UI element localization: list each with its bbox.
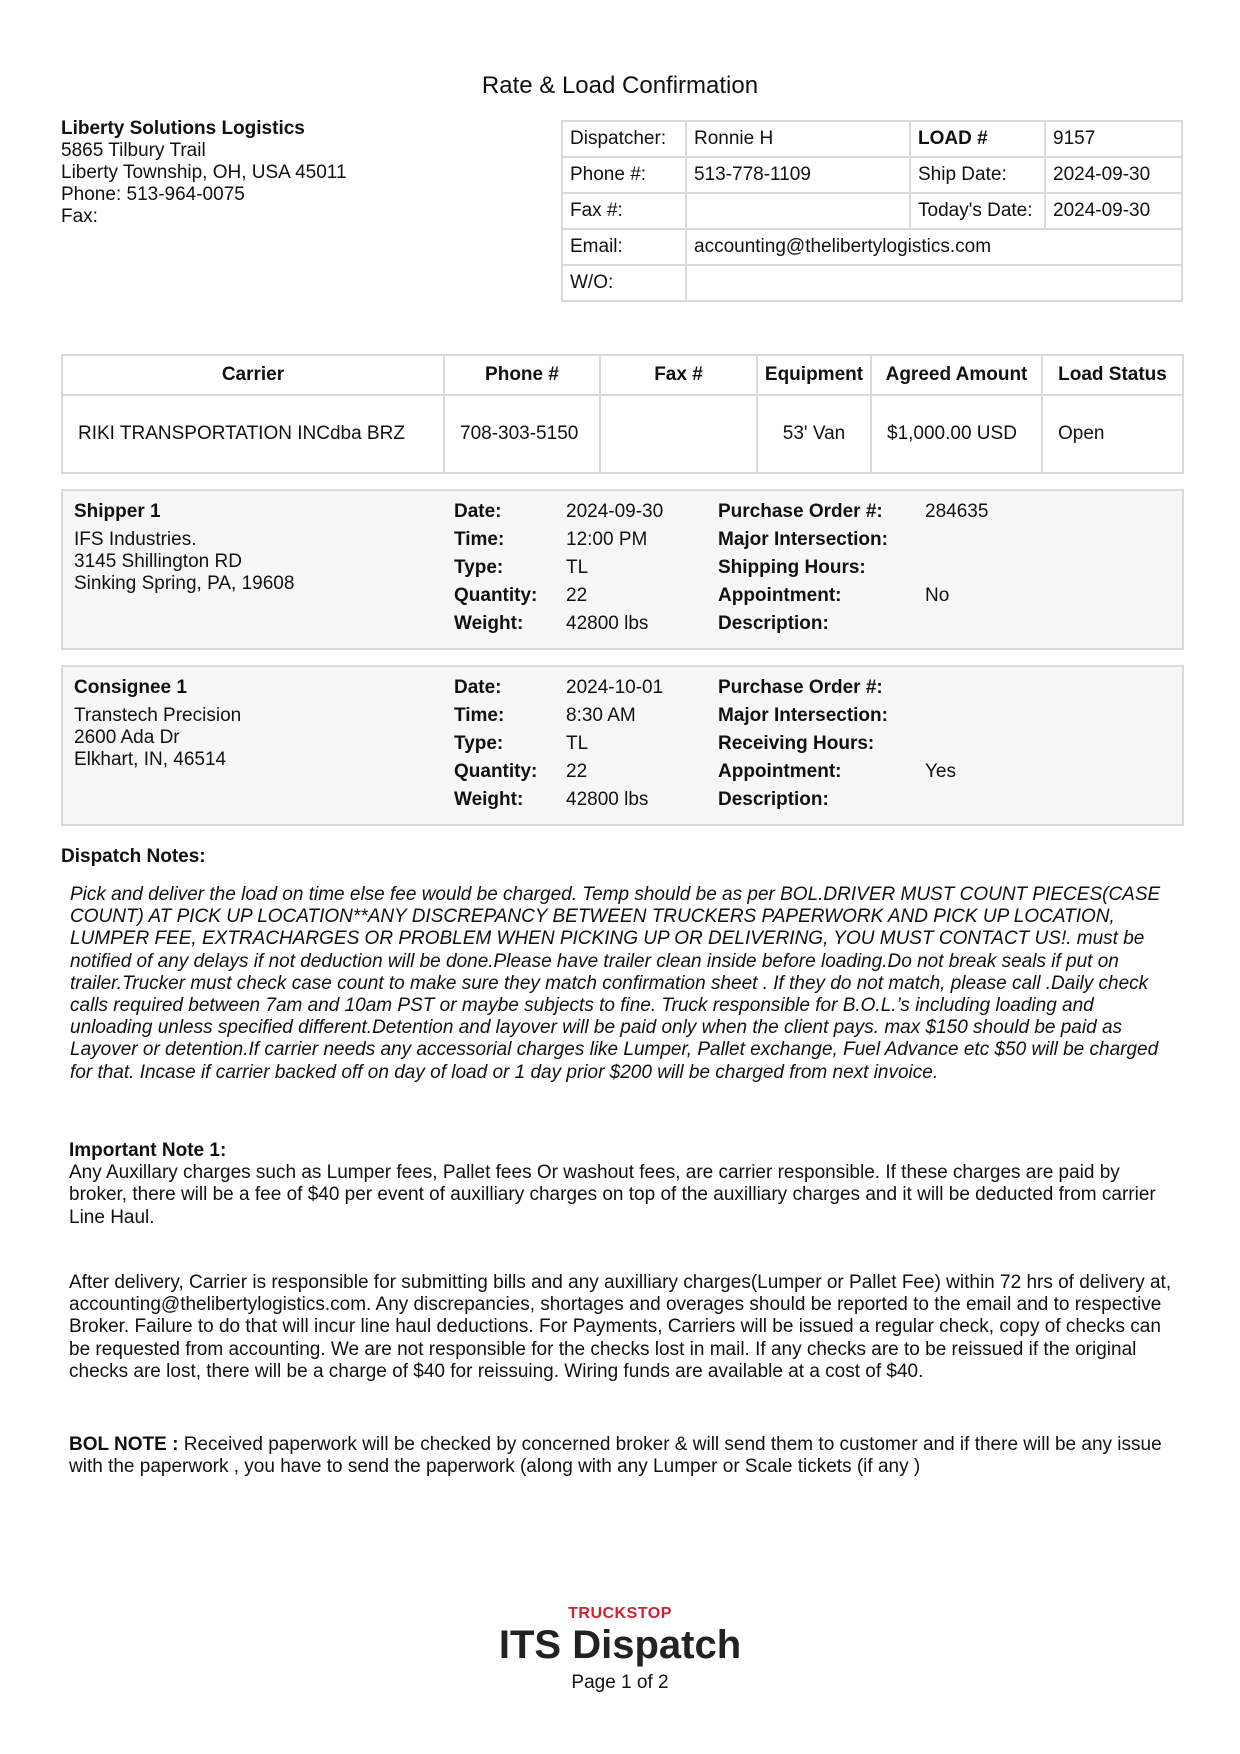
wo-value bbox=[686, 265, 1182, 301]
shipper-date-label: Date: bbox=[454, 501, 502, 522]
column-header-load-status: Load Status bbox=[1042, 355, 1183, 395]
phone-label: Phone #: bbox=[562, 157, 686, 193]
shipper-address-line1: 3145 Shillington RD bbox=[74, 551, 242, 572]
consignee-description-label: Description: bbox=[718, 789, 829, 810]
shipper-address-line2: Sinking Spring, PA, 19608 bbox=[74, 573, 295, 594]
shipper-time-label: Time: bbox=[454, 529, 505, 550]
shipper-po-label: Purchase Order #: bbox=[718, 501, 883, 522]
consignee-address bbox=[74, 677, 241, 771]
consignee-type-label: Type: bbox=[454, 733, 504, 754]
consignee-weight-label: Weight: bbox=[454, 789, 524, 810]
consignee-hours-label: Receiving Hours: bbox=[718, 733, 875, 754]
shipper-hours-label: Shipping Hours: bbox=[718, 557, 866, 578]
bol-note-text: Received paperwork will be checked by concerned broker & will send them to customer and if there will be any issue with the paperwork , you have to send the paperwork (along with any Lumper or Scale tickets (if any ) bbox=[69, 1434, 1162, 1478]
wo-label: W/O: bbox=[562, 265, 686, 301]
consignee-date-label: Date: bbox=[454, 677, 502, 698]
important-note-text: Any Auxillary charges such as Lumper fees, Pallet fees Or washout fees, are carrier responsible. If these charges are paid by broker, there will be a fee of $40 per event of auxilliary charges on top of the auxilliary charges and it will be deducted from carrier Line Haul. bbox=[69, 1162, 1156, 1228]
consignee-appointment-value: Yes bbox=[925, 761, 956, 782]
after-delivery-text: After delivery, Carrier is responsible for submitting bills and any auxilliary charges(Lumper or Pallet Fee) within 72 hrs of delivery at, accounting@thelibertylogistics.com. Any discrepancies, shortages and overages should be reported to the email and to respective Broker. Failure to do that will incur line haul deductions. For Payments, Carriers will be issued a regular check, copy of checks can be requested from accounting. We are not responsible for the checks lost in mail. If any checks are to be reissued if the original checks are lost, there will be a charge of $40 for reissuing. Wiring funds are available at a cost of $40. bbox=[69, 1272, 1172, 1382]
carrier-phone-cell: 708-303-5150 bbox=[444, 395, 600, 473]
email-value: accounting@thelibertylogistics.com bbox=[686, 229, 1182, 265]
shipper-appointment-value: No bbox=[925, 585, 950, 606]
equipment-cell: 53' Van bbox=[757, 395, 871, 473]
bol-note bbox=[69, 1434, 1179, 1478]
info-row-phone bbox=[562, 157, 1182, 193]
agreed-amount-cell: $1,000.00 USD bbox=[871, 395, 1042, 473]
load-number-value: 9157 bbox=[1045, 121, 1182, 157]
consignee-intersection-label: Major Intersection: bbox=[718, 705, 888, 726]
important-note bbox=[69, 1140, 1179, 1229]
consignee-address-line1: 2600 Ada Dr bbox=[74, 727, 180, 748]
shipper-quantity-value: 22 bbox=[566, 585, 588, 606]
page-title: Rate & Load Confirmation bbox=[481, 72, 759, 99]
carrier-table bbox=[61, 354, 1184, 474]
column-header-phone: Phone # bbox=[444, 355, 600, 395]
todays-date-label: Today's Date: bbox=[910, 193, 1045, 229]
consignee-appointment-label: Appointment: bbox=[718, 761, 842, 782]
important-note-heading: Important Note 1: bbox=[69, 1140, 227, 1161]
shipper-block bbox=[61, 489, 1184, 650]
consignee-po-label: Purchase Order #: bbox=[718, 677, 883, 698]
column-header-agreed-amount: Agreed Amount bbox=[871, 355, 1042, 395]
consignee-name: Transtech Precision bbox=[74, 705, 242, 726]
shipper-appointment-label: Appointment: bbox=[718, 585, 842, 606]
table-row bbox=[62, 395, 1183, 473]
column-header-fax: Fax # bbox=[600, 355, 757, 395]
carrier-table-header bbox=[62, 355, 1183, 395]
brand-logo bbox=[0, 1605, 1240, 1665]
column-header-carrier: Carrier bbox=[62, 355, 444, 395]
info-row-email bbox=[562, 229, 1182, 265]
consignee-type-value: TL bbox=[566, 733, 589, 754]
dispatcher-value: Ronnie H bbox=[686, 121, 910, 157]
phone-value: 513-778-1109 bbox=[686, 157, 910, 193]
fax-label: Fax #: bbox=[562, 193, 686, 229]
info-row-fax bbox=[562, 193, 1182, 229]
shipper-heading: Shipper 1 bbox=[74, 501, 161, 522]
consignee-time-label: Time: bbox=[454, 705, 505, 726]
column-header-equipment: Equipment bbox=[757, 355, 871, 395]
shipper-name: IFS Industries. bbox=[74, 529, 197, 550]
company-fax: Fax: bbox=[61, 206, 98, 227]
carrier-fax-cell bbox=[600, 395, 757, 473]
todays-date-value: 2024-09-30 bbox=[1045, 193, 1182, 229]
shipper-description-label: Description: bbox=[718, 613, 829, 634]
consignee-quantity-label: Quantity: bbox=[454, 761, 538, 782]
brand-top-text: TRUCKSTOP bbox=[568, 1605, 672, 1622]
consignee-heading: Consignee 1 bbox=[74, 677, 187, 698]
company-address-line1: 5865 Tilbury Trail bbox=[61, 140, 206, 161]
info-row-dispatcher bbox=[562, 121, 1182, 157]
consignee-quantity-value: 22 bbox=[566, 761, 588, 782]
fax-value bbox=[686, 193, 910, 229]
company-name: Liberty Solutions Logistics bbox=[61, 118, 305, 139]
consignee-weight-value: 42800 lbs bbox=[566, 789, 649, 810]
company-block bbox=[61, 118, 347, 228]
ship-date-value: 2024-09-30 bbox=[1045, 157, 1182, 193]
consignee-date-value: 2024-10-01 bbox=[566, 677, 664, 698]
dispatch-notes-heading: Dispatch Notes: bbox=[61, 846, 206, 867]
shipper-intersection-label: Major Intersection: bbox=[718, 529, 888, 550]
carrier-name-cell: RIKI TRANSPORTATION INCdba BRZ bbox=[62, 395, 444, 473]
consignee-block bbox=[61, 665, 1184, 826]
consignee-time-value: 8:30 AM bbox=[566, 705, 636, 726]
shipper-type-label: Type: bbox=[454, 557, 504, 578]
consignee-address-line2: Elkhart, IN, 46514 bbox=[74, 749, 227, 770]
shipper-time-value: 12:00 PM bbox=[566, 529, 648, 550]
shipper-date-value: 2024-09-30 bbox=[566, 501, 664, 522]
shipper-type-value: TL bbox=[566, 557, 589, 578]
dispatch-notes: Pick and deliver the load on time else fee would be charged. Temp should be as per BOL.DRIVER MUST COUNT PIECES(CASE COUNT) AT PICK UP LOCATION**ANY DISCREPANCY BETWEEN TRUCKERS PAPERWORK AND PICK UP LOCATION, LUMPER FEE, EXTRACHARGES OR PROBLEM WHEN PICKING UP OR DELIVERING, YOU MUST CONTACT US!. must be notified of any delays if not deduction will be done.Please have trailer clean inside before loading.Do not break seals if put on trailer.Trucker must check case count to make sure they match confirmation sheet . If they do not match, please call .Daily check calls required between 7am and 10am PST or maybe subjects to fine. Truck responsible for B.O.L.’s including loading and unloading unless specified different.Detention and layover will be paid only when the client pays. max $150 should be paid as Layover or detention.If carrier needs any accessorial charges like Lumper, Pallet exchange, Fuel Advance etc $50 will be charged for that. Incase if carrier backed off on day of load or 1 day prior $200 will be charged from next invoice. bbox=[70, 884, 1161, 1083]
shipper-quantity-label: Quantity: bbox=[454, 585, 538, 606]
company-address-line2: Liberty Township, OH, USA 45011 bbox=[61, 162, 347, 183]
load-status-cell: Open bbox=[1042, 395, 1183, 473]
shipper-weight-value: 42800 lbs bbox=[566, 613, 649, 634]
shipper-po-value: 284635 bbox=[925, 501, 989, 522]
ship-date-label: Ship Date: bbox=[910, 157, 1045, 193]
shipper-weight-label: Weight: bbox=[454, 613, 524, 634]
brand-main-text: ITS Dispatch bbox=[498, 1623, 742, 1667]
email-label: Email: bbox=[562, 229, 686, 265]
info-row-wo bbox=[562, 265, 1182, 301]
company-phone: Phone: 513-964-0075 bbox=[61, 184, 245, 205]
page-number: Page 1 of 2 bbox=[571, 1672, 669, 1693]
shipper-address bbox=[74, 501, 294, 595]
dispatch-info-table bbox=[561, 120, 1183, 302]
dispatcher-label: Dispatcher: bbox=[562, 121, 686, 157]
bol-note-label: BOL NOTE : bbox=[69, 1434, 179, 1455]
load-number-label: LOAD # bbox=[910, 121, 1045, 157]
